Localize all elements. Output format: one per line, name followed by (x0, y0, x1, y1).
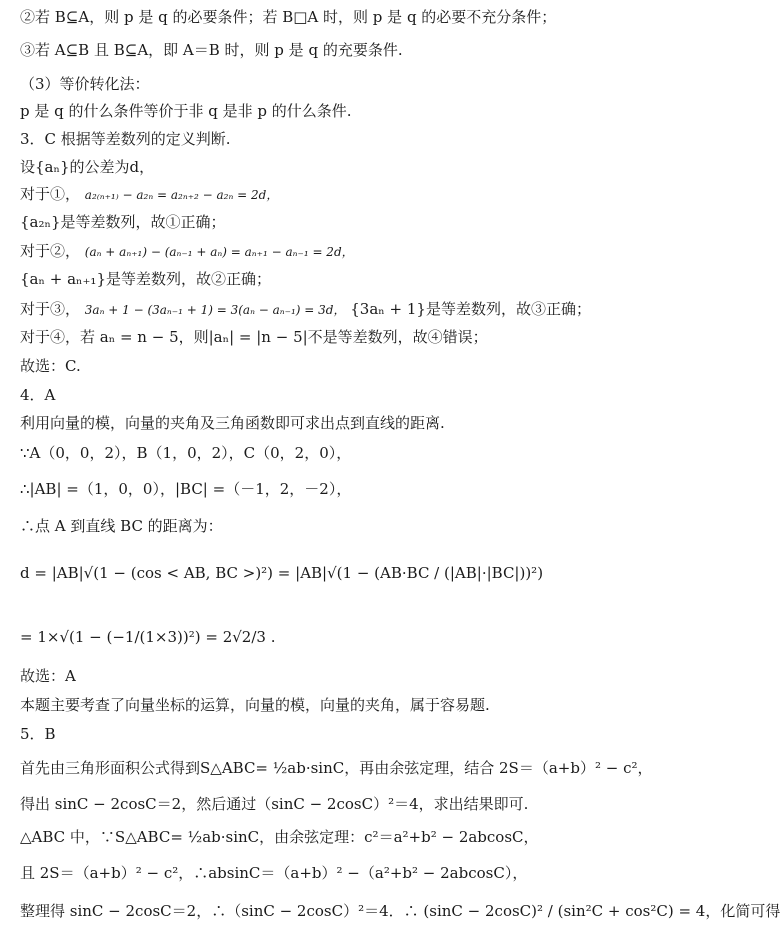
line-2: ③若 A⊆B 且 B⊆A，即 A＝B 时，则 p 是 q 的充要条件. (20, 41, 403, 59)
line-11-text: 对于③， (20, 300, 81, 318)
line-7-formula: a₂₍ₙ₊₁₎ − a₂ₙ = a₂ₙ₊₂ − a₂ₙ = 2d， (84, 188, 279, 202)
line-4: p 是 q 的什么条件等价于非 q 是非 p 的什么条件. (20, 102, 352, 120)
line-14: 4．A (20, 386, 56, 404)
line-8: {a₂ₙ}是等差数列，故①正确； (20, 213, 226, 231)
line-11-tail: {3aₙ + 1}是等差数列，故③正确； (350, 300, 591, 318)
line-22: 本题主要考查了向量坐标的运算，向量的模，向量的夹角，属于容易题. (20, 696, 490, 714)
line-6: 设{aₙ}的公差为d， (20, 158, 155, 176)
line-11 (20, 298, 591, 321)
line-15: 利用向量的模，向量的夹角及三角函数即可求出点到直线的距离. (20, 414, 445, 432)
line-1: ②若 B⊆A，则 p 是 q 的必要条件；若 B□A 时，则 p 是 q 的必要不充分条件； (20, 8, 557, 26)
line-13: 故选：C. (20, 357, 81, 375)
line-16: ∵A（0，0，2），B（1，0，2），C（0，2，0）， (20, 444, 352, 462)
line-23: 5．B (20, 725, 56, 743)
line-19-distance-formula: d = |AB|√(1 − (cos < AB, BC >)²) = |AB|√(1 − (AB·BC / (|AB|·|BC|))²) (20, 564, 544, 582)
line-12: 对于④，若 aₙ = n − 5，则|aₙ| = |n − 5|不是等差数列，故④错误； (20, 328, 488, 346)
line-10: {aₙ + aₙ₊₁}是等差数列，故②正确； (20, 270, 271, 288)
line-24: 首先由三角形面积公式得到S△ABC= ½ab·sinC，再由余弦定理，结合 2S＝（a+b）² − c²， (20, 759, 653, 777)
line-20-result: = 1×√(1 − (−1/(1×3))²) = 2√2/3 . (20, 628, 276, 646)
line-28: 整理得 sinC − 2cosC＝2，∴（sinC − 2cosC）²＝4．∴ (sinC − 2cosC)² / (sin²C + cos²C) = 4，化简可得 (20, 902, 780, 920)
line-9-text: 对于②， (20, 242, 81, 260)
line-3: （3）等价转化法： (20, 75, 150, 93)
line-26: △ABC 中，∵S△ABC= ½ab·sinC，由余弦定理：c²＝a²+b² − 2abcosC， (20, 828, 539, 846)
line-9-formula: (aₙ + aₙ₊₁) − (aₙ₋₁ + aₙ) = aₙ₊₁ − aₙ₋₁ = 2d， (84, 245, 354, 259)
line-27: 且 2S＝（a+b）² − c²，∴absinC＝（a+b）² −（a²+b² − 2abcosC）， (20, 864, 528, 882)
line-18: ∴点 A 到直线 BC 的距离为： (20, 517, 223, 535)
line-7-text: 对于①， (20, 185, 81, 203)
line-7 (20, 183, 278, 206)
line-5: 3．C 根据等差数列的定义判断. (20, 130, 231, 148)
line-11-formula: 3aₙ + 1 − (3aₙ₋₁ + 1) = 3(aₙ − aₙ₋₁) = 3d， (84, 303, 346, 317)
line-9 (20, 240, 354, 263)
line-17: ∴|AB| =（1，0，0），|BC| =（－1，2，－2）， (20, 480, 352, 498)
line-25: 得出 sinC − 2cosC＝2，然后通过（sinC − 2cosC）²＝4，求出结果即可. (20, 795, 529, 813)
line-21: 故选：A (20, 667, 76, 685)
